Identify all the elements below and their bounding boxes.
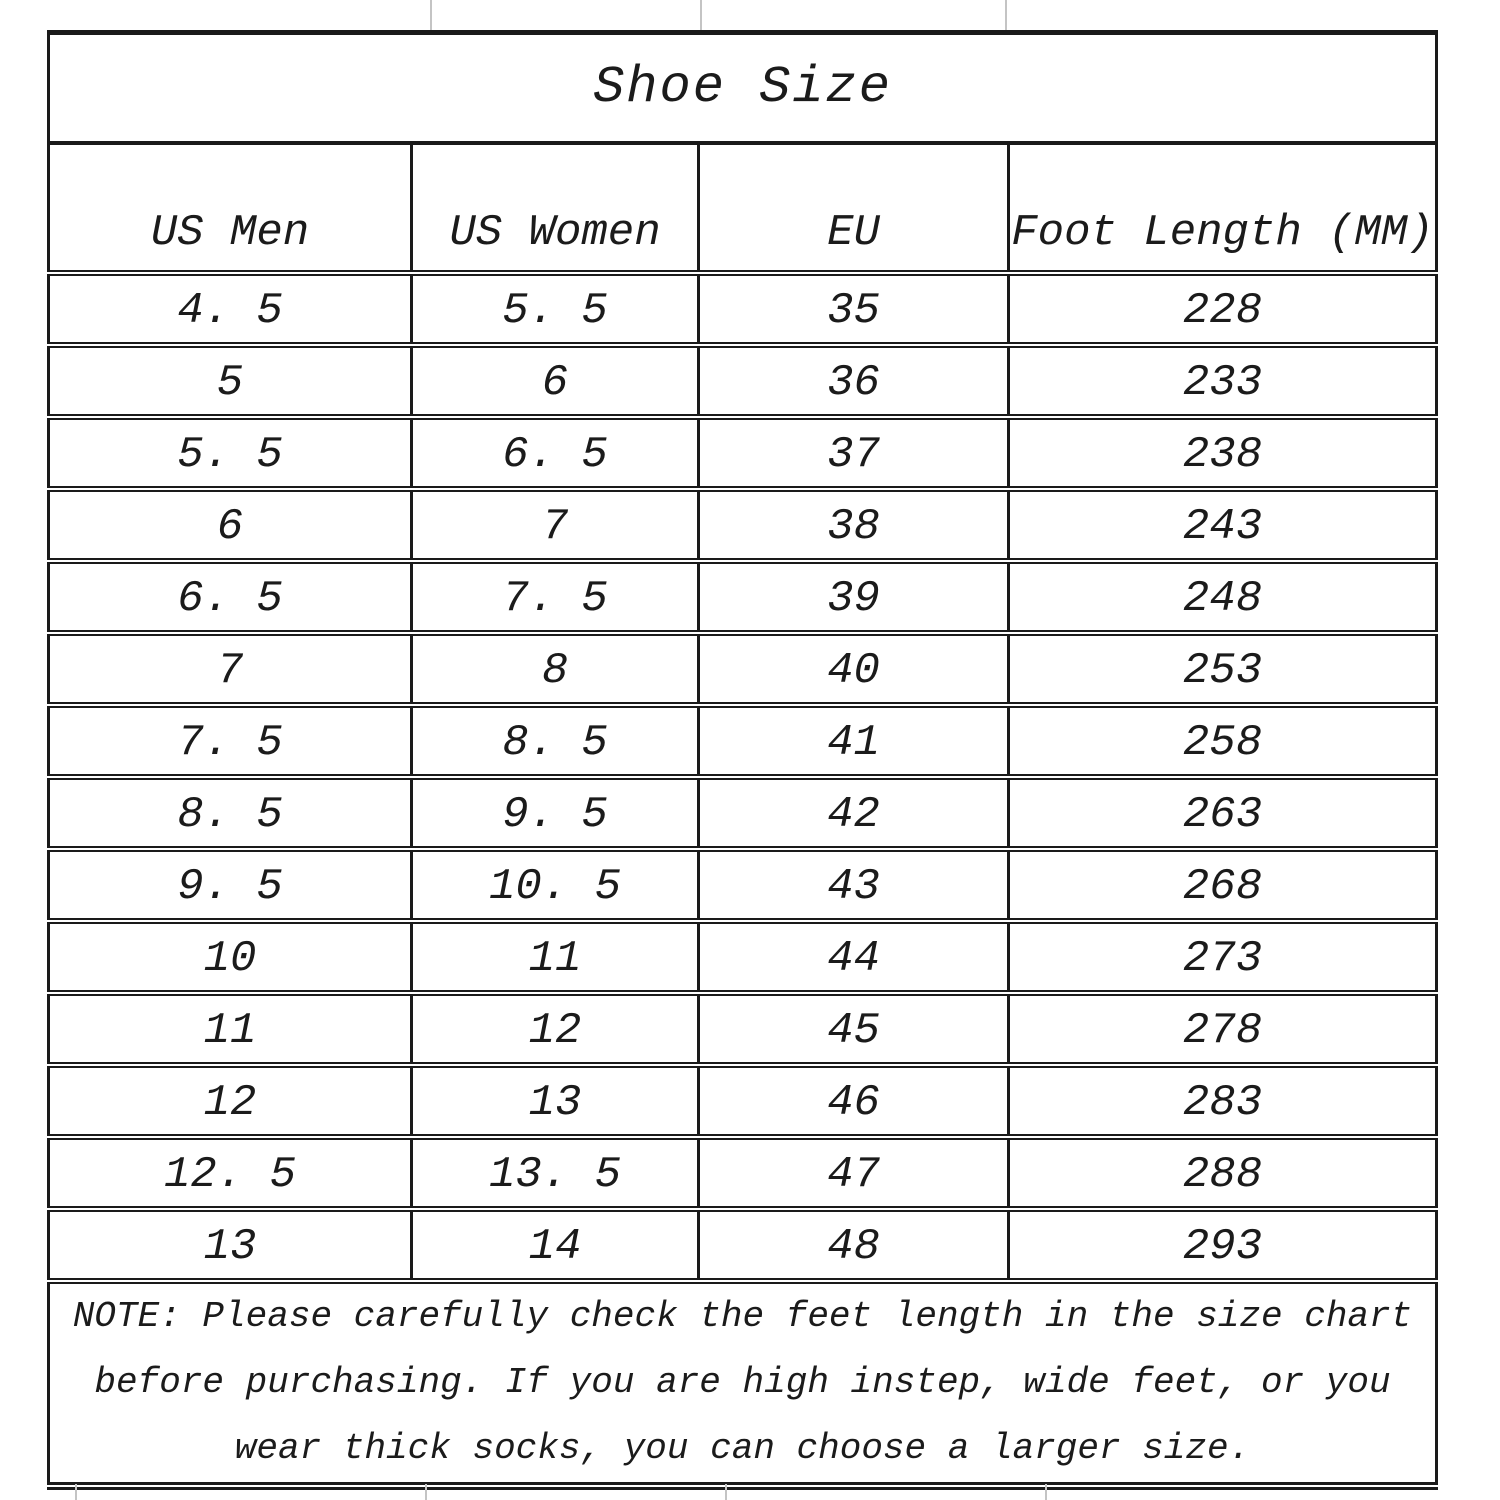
cell-foot-length: 228 (1009, 273, 1437, 345)
cell-foot-length: 248 (1009, 561, 1437, 633)
column-header-us-women: US Women (412, 143, 699, 273)
cell-eu: 36 (699, 345, 1009, 417)
cell-us-men: 7. 5 (49, 705, 412, 777)
faint-gridline (1045, 1484, 1047, 1500)
faint-gridline (430, 0, 432, 30)
table-title-row (49, 33, 1437, 143)
column-header-eu: EU (699, 143, 1009, 273)
cell-us-women: 9. 5 (412, 777, 699, 849)
cell-eu: 35 (699, 273, 1009, 345)
note-line: before purchasing. If you are high instep, wide feet, or you (94, 1361, 1391, 1403)
cell-eu: 41 (699, 705, 1009, 777)
cell-eu: 47 (699, 1137, 1009, 1209)
table-row (49, 1065, 1437, 1137)
table-row (49, 273, 1437, 345)
cell-us-men: 5 (49, 345, 412, 417)
cell-us-women: 6. 5 (412, 417, 699, 489)
table-row (49, 1137, 1437, 1209)
cell-us-women: 11 (412, 921, 699, 993)
cell-us-men: 6. 5 (49, 561, 412, 633)
table-row (49, 777, 1437, 849)
cell-us-men: 9. 5 (49, 849, 412, 921)
table-row (49, 489, 1437, 561)
cell-us-men: 4. 5 (49, 273, 412, 345)
cell-us-men: 11 (49, 993, 412, 1065)
table-row (49, 633, 1437, 705)
cell-us-women: 8 (412, 633, 699, 705)
cell-foot-length: 273 (1009, 921, 1437, 993)
cell-eu: 44 (699, 921, 1009, 993)
cell-eu: 39 (699, 561, 1009, 633)
note-text (49, 1281, 1437, 1486)
cell-eu: 42 (699, 777, 1009, 849)
cell-foot-length: 233 (1009, 345, 1437, 417)
cell-us-women: 12 (412, 993, 699, 1065)
table-row (49, 993, 1437, 1065)
cell-eu: 43 (699, 849, 1009, 921)
cell-us-men: 6 (49, 489, 412, 561)
cell-foot-length: 263 (1009, 777, 1437, 849)
table-title: Shoe Size (593, 58, 892, 118)
table-row (49, 921, 1437, 993)
faint-gridline (1005, 0, 1007, 30)
table-row (49, 1209, 1437, 1281)
cell-us-women: 7 (412, 489, 699, 561)
cell-us-women: 7. 5 (412, 561, 699, 633)
faint-gridline (425, 1484, 427, 1500)
note-row (49, 1281, 1437, 1486)
column-header-foot-length: Foot Length (MM) (1009, 143, 1437, 273)
cell-eu: 40 (699, 633, 1009, 705)
cell-us-men: 12. 5 (49, 1137, 412, 1209)
cell-us-women: 13. 5 (412, 1137, 699, 1209)
cell-eu: 48 (699, 1209, 1009, 1281)
faint-gridline (700, 0, 702, 30)
cell-us-men: 5. 5 (49, 417, 412, 489)
cell-foot-length: 258 (1009, 705, 1437, 777)
cell-us-men: 13 (49, 1209, 412, 1281)
cell-eu: 45 (699, 993, 1009, 1065)
note-line: NOTE: Please carefully check the feet length in the size chart (72, 1295, 1413, 1337)
cell-foot-length: 278 (1009, 993, 1437, 1065)
table-row (49, 849, 1437, 921)
cell-us-men: 7 (49, 633, 412, 705)
cell-us-men: 10 (49, 921, 412, 993)
table-row (49, 705, 1437, 777)
cell-eu: 38 (699, 489, 1009, 561)
faint-gridline (75, 1484, 77, 1500)
cell-us-women: 6 (412, 345, 699, 417)
cell-foot-length: 293 (1009, 1209, 1437, 1281)
cell-foot-length: 243 (1009, 489, 1437, 561)
faint-gridline (725, 1484, 727, 1500)
cell-us-women: 8. 5 (412, 705, 699, 777)
table-row (49, 561, 1437, 633)
cell-us-women: 10. 5 (412, 849, 699, 921)
note-line: wear thick socks, you can choose a larger size. (234, 1427, 1251, 1469)
cell-eu: 37 (699, 417, 1009, 489)
cell-us-women: 14 (412, 1209, 699, 1281)
size-table (47, 30, 1438, 1490)
cell-foot-length: 253 (1009, 633, 1437, 705)
column-header-us-men: US Men (49, 143, 412, 273)
cell-foot-length: 283 (1009, 1065, 1437, 1137)
cell-foot-length: 288 (1009, 1137, 1437, 1209)
cell-us-men: 12 (49, 1065, 412, 1137)
cell-eu: 46 (699, 1065, 1009, 1137)
cell-us-women: 13 (412, 1065, 699, 1137)
table-row (49, 345, 1437, 417)
table-header-row (49, 143, 1437, 273)
table-row (49, 417, 1437, 489)
cell-us-women: 5. 5 (412, 273, 699, 345)
cell-us-men: 8. 5 (49, 777, 412, 849)
cell-foot-length: 238 (1009, 417, 1437, 489)
cell-foot-length: 268 (1009, 849, 1437, 921)
